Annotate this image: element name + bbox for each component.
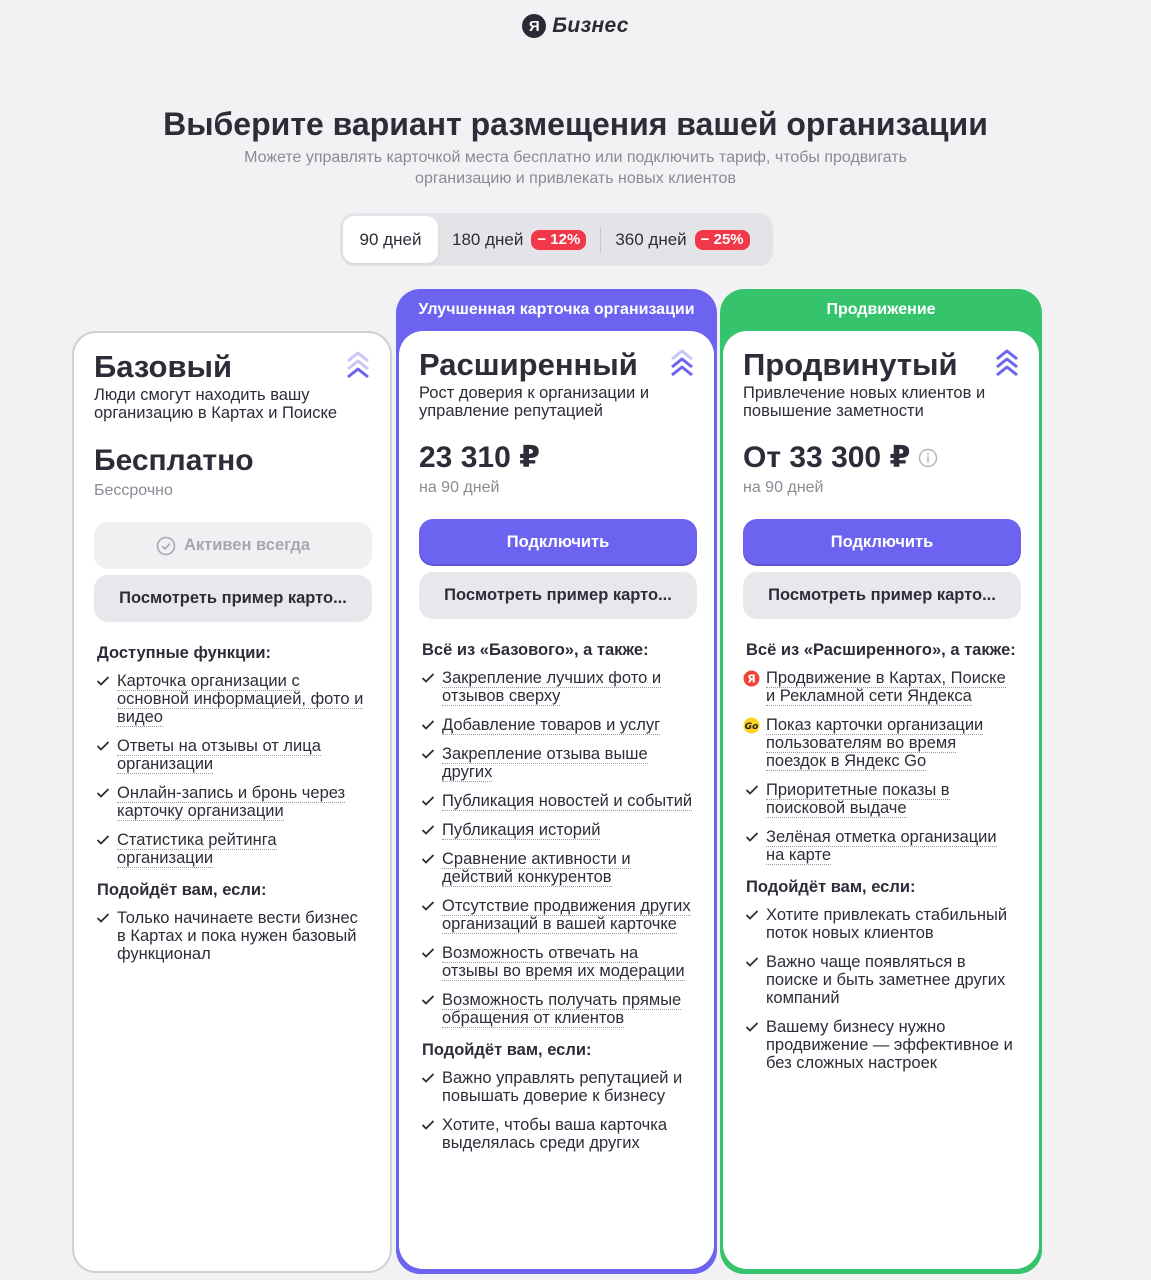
yandex-icon — [743, 670, 760, 687]
plan-badge: Улучшенная карточка организации — [418, 301, 695, 318]
feature-text: Приоритетные показы в поисковой выдаче — [766, 781, 950, 817]
feature-text: Продвижение в Картах, Поиске и Рекламной сети Яндекса — [766, 669, 1006, 705]
feature-text: Карточка организации с основной информацией, фото и видео — [117, 672, 364, 726]
connect-button[interactable]: Подключить — [419, 519, 697, 566]
features-title: Всё из «Расширенного», а также: — [746, 641, 1016, 659]
svg-text:Я: Я — [747, 672, 756, 686]
view-example-button[interactable]: Посмотреть пример карто... — [94, 575, 372, 622]
feature-text: Сравнение активности и действий конкурентов — [442, 850, 631, 886]
price-value: От 33 300 ₽ — [743, 441, 911, 474]
fit-text: Хотите привлекать стабильный поток новых клиентов — [766, 906, 1008, 942]
feature-item[interactable] — [419, 897, 694, 933]
feature-text: Возможность отвечать на отзывы во время их модерации — [442, 944, 685, 980]
brand-logo[interactable] — [0, 14, 1151, 38]
feature-text: Закрепление отзыва выше других — [442, 745, 648, 781]
fit-item — [743, 906, 1019, 942]
fit-list — [419, 1069, 694, 1152]
feature-item[interactable] — [419, 991, 694, 1027]
price-note: Бессрочно — [94, 482, 173, 499]
check-icon — [745, 831, 759, 843]
period-label: 180 дней — [452, 229, 524, 249]
active-always-button — [94, 522, 372, 569]
feature-item[interactable] — [94, 737, 370, 773]
view-example-button[interactable]: Посмотреть пример карто... — [743, 572, 1021, 619]
fit-list — [94, 909, 370, 963]
tier-chevrons-icon — [995, 349, 1019, 379]
check-icon — [421, 1072, 435, 1084]
price-value: Бесплатно — [94, 444, 254, 477]
plan-description: Рост доверия к организации и управление репутацией — [419, 384, 650, 420]
tier-chevrons-icon — [670, 349, 694, 379]
feature-item[interactable] — [419, 792, 694, 810]
period-option-180[interactable] — [438, 216, 600, 263]
check-icon — [96, 834, 110, 846]
check-icon — [745, 1021, 759, 1033]
fit-item — [743, 953, 1019, 1007]
check-icon — [421, 1119, 435, 1131]
fit-title: Подойдёт вам, если: — [746, 878, 916, 896]
period-option-360[interactable] — [601, 216, 763, 263]
features-list — [419, 669, 694, 1027]
feature-text: Ответы на отзывы от лица организации — [117, 737, 321, 773]
tier-chevrons-icon — [346, 351, 370, 381]
fit-list — [743, 906, 1019, 1072]
check-icon — [96, 912, 110, 924]
features-list — [94, 672, 370, 867]
feature-item[interactable] — [743, 669, 1019, 705]
check-icon — [745, 909, 759, 921]
button-label: Активен всегда — [183, 536, 311, 554]
plan-description: Привлечение новых клиентов и повышение заметности — [743, 384, 986, 420]
fit-text: Важно чаще появляться в поиске и быть заметнее других компаний — [766, 953, 1006, 1007]
check-icon — [745, 784, 759, 796]
fit-item — [419, 1116, 694, 1152]
feature-text: Публикация новостей и событий — [442, 792, 693, 810]
page-title: Выберите вариант размещения вашей организации — [163, 106, 988, 142]
feature-item[interactable] — [743, 828, 1019, 864]
connect-button[interactable]: Подключить — [743, 519, 1021, 566]
check-icon — [421, 748, 435, 760]
period-option-90[interactable] — [343, 216, 438, 263]
feature-text: Показ карточки организации пользователям во время поездок в Яндекс Go — [766, 716, 984, 770]
plan-card-body — [723, 331, 1039, 1269]
feature-text: Онлайн-запись и бронь через карточку организации — [117, 784, 346, 820]
check-circle-icon — [156, 536, 176, 556]
feature-item[interactable] — [94, 672, 370, 726]
feature-item[interactable] — [743, 716, 1019, 770]
feature-item[interactable] — [743, 781, 1019, 817]
feature-item[interactable] — [419, 850, 694, 886]
check-icon — [421, 853, 435, 865]
plan-title: Базовый — [94, 349, 233, 384]
feature-text: Возможность получать прямые обращения от клиентов — [442, 991, 682, 1027]
plan-price — [94, 444, 370, 478]
check-icon — [421, 900, 435, 912]
feature-text: Добавление товаров и услуг — [442, 716, 661, 734]
feature-text: Публикация историй — [442, 821, 601, 839]
fit-text: Вашему бизнесу нужно продвижение — эффективное и без сложных настроек — [766, 1018, 1013, 1072]
period-label: 90 дней — [359, 229, 422, 249]
feature-item[interactable] — [419, 669, 694, 705]
price-note: на 90 дней — [743, 479, 824, 496]
feature-text: Зелёная отметка организации на карте — [766, 828, 997, 864]
period-label: 360 дней — [615, 229, 687, 249]
plan-description: Люди смогут находить вашу организацию в Картах и Поиске — [94, 386, 338, 422]
check-icon — [96, 787, 110, 799]
view-example-button[interactable]: Посмотреть пример карто... — [419, 572, 697, 619]
plan-card-basic — [72, 331, 392, 1273]
plan-price — [419, 440, 694, 475]
feature-item[interactable] — [419, 745, 694, 781]
plan-title: Расширенный — [419, 347, 638, 382]
discount-badge: − 12% — [531, 230, 586, 250]
check-icon — [421, 719, 435, 731]
feature-item[interactable] — [419, 716, 694, 734]
fit-text: Хотите, чтобы ваша карточка выделялась среди других — [442, 1116, 668, 1152]
fit-title: Подойдёт вам, если: — [97, 881, 267, 899]
plan-card-extended — [396, 289, 717, 1274]
plan-price — [743, 440, 1019, 475]
fit-item — [743, 1018, 1019, 1072]
features-title: Доступные функции: — [97, 644, 271, 662]
check-icon — [745, 956, 759, 968]
fit-title: Подойдёт вам, если: — [422, 1041, 592, 1059]
feature-item[interactable] — [419, 821, 694, 839]
fit-item — [419, 1069, 694, 1105]
feature-item[interactable] — [94, 831, 370, 867]
yandex-go-icon — [743, 717, 760, 734]
check-icon — [421, 824, 435, 836]
feature-text: Закрепление лучших фото и отзывов сверху — [442, 669, 662, 705]
plan-card-body — [399, 331, 714, 1269]
svg-text:Go: Go — [744, 722, 759, 732]
price-note: на 90 дней — [419, 479, 500, 496]
price-value: 23 310 ₽ — [419, 441, 540, 474]
plan-badge: Продвижение — [826, 301, 936, 318]
fit-text: Важно управлять репутацией и повышать доверие к бизнесу — [442, 1069, 683, 1105]
check-icon — [96, 740, 110, 752]
page-subtitle: Можете управлять карточкой места бесплатно или подключить тариф, чтобы продвигать организацию и привлекать новых клиентов — [244, 149, 907, 187]
check-icon — [421, 795, 435, 807]
plan-title: Продвинутый — [743, 347, 958, 382]
check-icon — [96, 675, 110, 687]
check-icon — [421, 672, 435, 684]
info-icon[interactable] — [918, 448, 938, 468]
discount-badge: − 25% — [695, 230, 750, 250]
feature-text: Отсутствие продвижения других организаций в вашей карточке — [442, 897, 691, 933]
fit-text: Только начинаете вести бизнес в Картах и пока нужен базовый функционал — [117, 909, 358, 963]
check-icon — [421, 947, 435, 959]
features-list — [743, 669, 1019, 864]
feature-text: Статистика рейтинга организации — [117, 831, 277, 867]
feature-item[interactable] — [419, 944, 694, 980]
fit-item — [94, 909, 370, 963]
plan-card-pro — [720, 289, 1042, 1274]
brand-name: Бизнес — [552, 14, 629, 37]
period-switch — [340, 213, 773, 266]
feature-item[interactable] — [94, 784, 370, 820]
features-title: Всё из «Базового», а также: — [422, 641, 649, 659]
check-icon — [421, 994, 435, 1006]
yandex-logo-icon: Я — [522, 14, 546, 38]
